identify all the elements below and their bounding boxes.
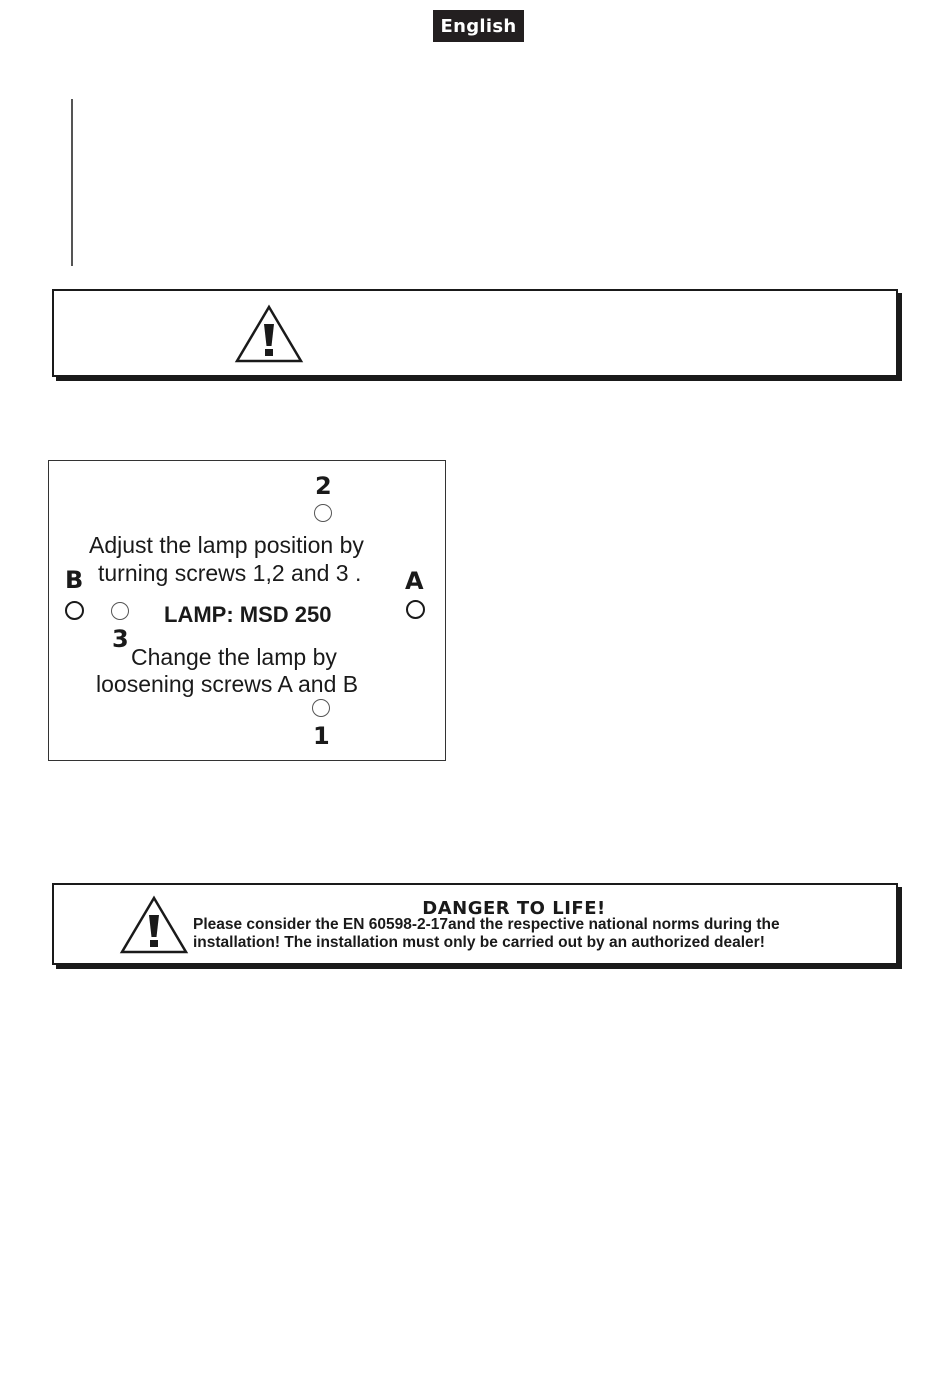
screw-1-hole bbox=[312, 699, 330, 717]
screw-3-label: 3 bbox=[112, 625, 129, 653]
caution-box bbox=[52, 289, 898, 377]
screw-2-label: 2 bbox=[315, 472, 332, 500]
screw-b-hole bbox=[65, 601, 84, 620]
danger-title: DANGER TO LIFE! bbox=[422, 898, 606, 919]
screw-a-hole bbox=[406, 600, 425, 619]
screw-3-hole bbox=[111, 602, 129, 620]
warning-triangle-icon bbox=[234, 304, 304, 364]
margin-rule bbox=[71, 99, 73, 266]
screw-2-hole bbox=[314, 504, 332, 522]
change-instruction-line2: loosening screws A and B bbox=[96, 671, 359, 697]
adjust-instruction-line1: Adjust the lamp position by bbox=[89, 532, 364, 558]
screw-a-label: A bbox=[405, 567, 424, 595]
danger-text-line2: installation! The installation must only be carried out by an authorized dealer! bbox=[193, 934, 765, 951]
lamp-adjustment-diagram bbox=[48, 460, 446, 761]
adjust-instruction-line2: turning screws 1,2 and 3 . bbox=[98, 560, 362, 586]
lamp-model-label: LAMP: MSD 250 bbox=[164, 602, 332, 627]
screw-b-label: B bbox=[65, 566, 84, 594]
danger-text-line1: Please consider the EN 60598-2-17and the respective national norms during the bbox=[193, 916, 780, 933]
change-instruction-line1: Change the lamp by bbox=[131, 644, 337, 670]
danger-warning-box bbox=[52, 883, 898, 965]
screw-1-label: 1 bbox=[313, 722, 330, 750]
language-label: English bbox=[433, 10, 524, 42]
